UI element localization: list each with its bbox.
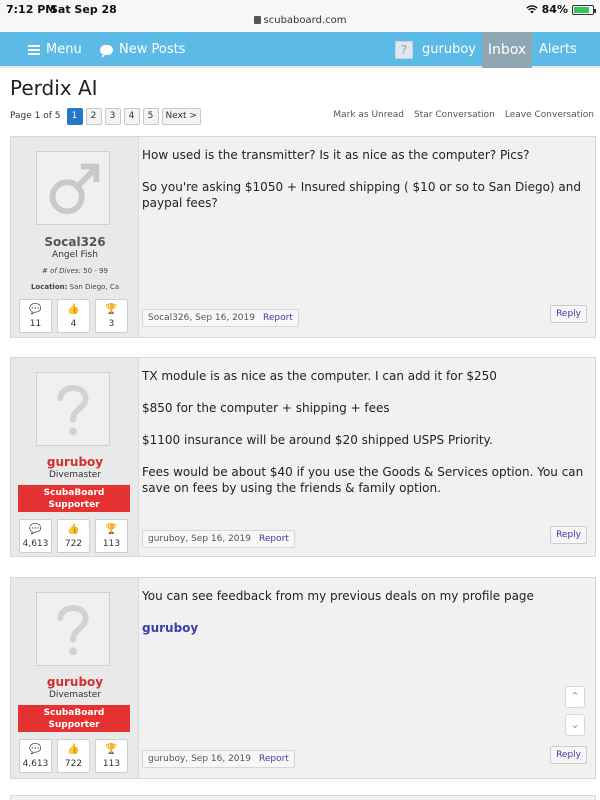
battery-icon	[572, 5, 594, 15]
message-post	[10, 357, 596, 557]
page-link-1[interactable]: 1	[67, 108, 83, 125]
user-title: Divemaster	[48, 690, 102, 700]
user-dives	[11, 267, 139, 275]
star-conversation-link[interactable]: Star Conversation	[414, 110, 495, 120]
address-bar[interactable]	[0, 15, 600, 26]
avatar[interactable]	[36, 151, 110, 225]
chat-bubble-icon	[100, 45, 113, 55]
chevron-down-icon: ⌄	[570, 718, 580, 731]
message-post	[10, 136, 596, 338]
user-avatar-icon[interactable]: ?	[395, 41, 413, 59]
trophies-stat[interactable]	[95, 519, 128, 553]
post-username[interactable]: guruboy	[46, 675, 104, 689]
trophies-stat[interactable]	[95, 739, 128, 773]
report-link[interactable]: Report	[259, 754, 289, 764]
dives-value: 50 - 99	[83, 267, 108, 275]
status-date: Sat Sep 28	[50, 3, 117, 16]
next-page-button[interactable]: Next >	[162, 108, 201, 125]
supporter-badge	[18, 705, 130, 732]
message-post	[10, 577, 596, 779]
message-user-info	[11, 358, 139, 556]
conversation-actions	[333, 110, 594, 120]
messages-stat[interactable]	[19, 519, 52, 553]
messages-count: 4,613	[22, 539, 49, 549]
trophies-stat[interactable]	[95, 299, 128, 333]
messages-stat[interactable]	[19, 739, 52, 773]
next-message-post	[10, 795, 596, 800]
message-content	[142, 147, 587, 227]
post-author-date[interactable]: Socal326, Sep 16, 2019	[148, 313, 255, 323]
status-right	[526, 3, 594, 16]
message-paragraph: TX module is as nice as the computer. I can add it for $250	[142, 369, 497, 383]
user-stats	[19, 519, 128, 553]
pagination	[10, 107, 201, 125]
reply-button[interactable]: Reply	[550, 746, 587, 764]
report-link[interactable]: Report	[263, 313, 293, 323]
post-username[interactable]: guruboy	[46, 455, 104, 469]
message-paragraph: You can see feedback from my previous deals on my profile page	[142, 589, 534, 603]
trophies-count: 113	[102, 759, 121, 769]
page-link-2[interactable]: 2	[86, 108, 102, 125]
menu-button[interactable]	[28, 32, 82, 68]
message-user-info	[11, 578, 139, 778]
page-count-label: Page 1 of 5	[10, 111, 61, 121]
likes-count: 4	[70, 319, 77, 329]
thumbs-up-icon: 👍	[67, 304, 80, 315]
location-value: San Diego, Ca	[69, 283, 120, 291]
new-posts-label: New Posts	[119, 42, 186, 57]
likes-count: 722	[64, 759, 83, 769]
message-meta	[142, 305, 299, 327]
speech-bubbles-icon: 💬	[29, 744, 42, 755]
page-title: Perdix AI	[10, 76, 98, 100]
new-posts-button[interactable]	[100, 32, 185, 68]
thumbs-up-icon: 👍	[67, 744, 80, 755]
page-link-3[interactable]: 3	[105, 108, 121, 125]
question-mark-avatar-icon	[37, 373, 109, 445]
trophy-icon: 🏆	[105, 304, 118, 315]
page-link-4[interactable]: 4	[124, 108, 140, 125]
inbox-tab[interactable]: Inbox	[482, 32, 532, 68]
message-paragraph: Fees would be about $40 if you use the Goods & Services option. You can save on fees by using the friends & family option.	[142, 465, 584, 495]
supporter-badge	[18, 485, 130, 512]
dives-label: # of Dives:	[42, 267, 81, 275]
scroll-up-button[interactable]	[565, 686, 585, 708]
messages-count: 11	[29, 319, 42, 329]
message-meta	[142, 526, 295, 548]
supporter-line-2: Supporter	[48, 720, 100, 730]
avatar[interactable]	[36, 592, 110, 666]
speech-bubbles-icon: 💬	[29, 304, 42, 315]
battery-percent: 84%	[541, 3, 568, 16]
supporter-line-1: ScubaBoard	[43, 708, 105, 718]
user-stats	[19, 739, 128, 773]
wifi-icon	[526, 5, 538, 14]
messages-stat[interactable]	[19, 299, 52, 333]
likes-count: 722	[64, 539, 83, 549]
likes-stat[interactable]	[57, 519, 90, 553]
top-nav-bar	[0, 32, 600, 68]
likes-stat[interactable]	[57, 739, 90, 773]
trophy-icon: 🏆	[105, 524, 118, 535]
user-location	[11, 283, 139, 291]
reply-button[interactable]: Reply	[550, 526, 587, 544]
likes-stat[interactable]	[57, 299, 90, 333]
profile-link[interactable]: guruboy	[142, 621, 199, 635]
location-label: Location:	[30, 283, 68, 291]
message-paragraph: So you're asking $1050 + Insured shipping ( $10 or so to San Diego) and paypal fees?	[142, 180, 582, 210]
account-menu[interactable]: guruboy	[422, 42, 476, 57]
menu-label: Menu	[46, 42, 82, 57]
ios-status-bar	[0, 0, 600, 32]
supporter-line-2: Supporter	[48, 500, 100, 510]
trophies-count: 3	[108, 319, 115, 329]
alerts-tab[interactable]: Alerts	[539, 42, 577, 57]
message-user-info	[11, 137, 139, 337]
report-link[interactable]: Report	[259, 534, 289, 544]
lock-icon	[254, 16, 261, 24]
message-paragraph: How used is the transmitter? Is it as nice as the computer? Pics?	[142, 148, 530, 162]
message-content	[142, 588, 587, 652]
user-title: Divemaster	[48, 470, 102, 480]
speech-bubbles-icon: 💬	[29, 524, 42, 535]
user-title: Angel Fish	[52, 250, 98, 260]
trophies-count: 113	[102, 539, 121, 549]
message-paragraph: $1100 insurance will be around $20 shipped USPS Priority.	[142, 433, 493, 447]
status-time: 7:12 PM	[6, 3, 57, 16]
page-link-5[interactable]: 5	[143, 108, 159, 125]
user-stats	[19, 299, 128, 333]
supporter-line-1: ScubaBoard	[43, 488, 105, 498]
mark-unread-link[interactable]: Mark as Unread	[333, 110, 405, 120]
battery-level	[574, 7, 589, 13]
thumbs-up-icon: 👍	[67, 524, 80, 535]
trophy-icon: 🏆	[105, 744, 118, 755]
question-mark-avatar-icon	[37, 593, 109, 665]
male-symbol-icon	[37, 152, 109, 224]
message-meta	[142, 746, 295, 768]
messages-count: 4,613	[22, 759, 49, 769]
scroll-down-button[interactable]	[565, 714, 585, 736]
message-paragraph: $850 for the computer + shipping + fees	[142, 401, 390, 415]
leave-conversation-link[interactable]: Leave Conversation	[504, 110, 594, 120]
avatar[interactable]	[36, 372, 110, 446]
post-author-date[interactable]: guruboy, Sep 16, 2019	[148, 754, 251, 764]
message-content	[142, 368, 587, 512]
post-author-date[interactable]: guruboy, Sep 16, 2019	[148, 534, 251, 544]
chevron-up-icon: ⌃	[570, 690, 580, 703]
address-bar-url: scubaboard.com	[263, 15, 347, 26]
post-username[interactable]: Socal326	[44, 235, 106, 249]
hamburger-icon	[28, 45, 40, 55]
reply-button[interactable]: Reply	[550, 305, 587, 323]
